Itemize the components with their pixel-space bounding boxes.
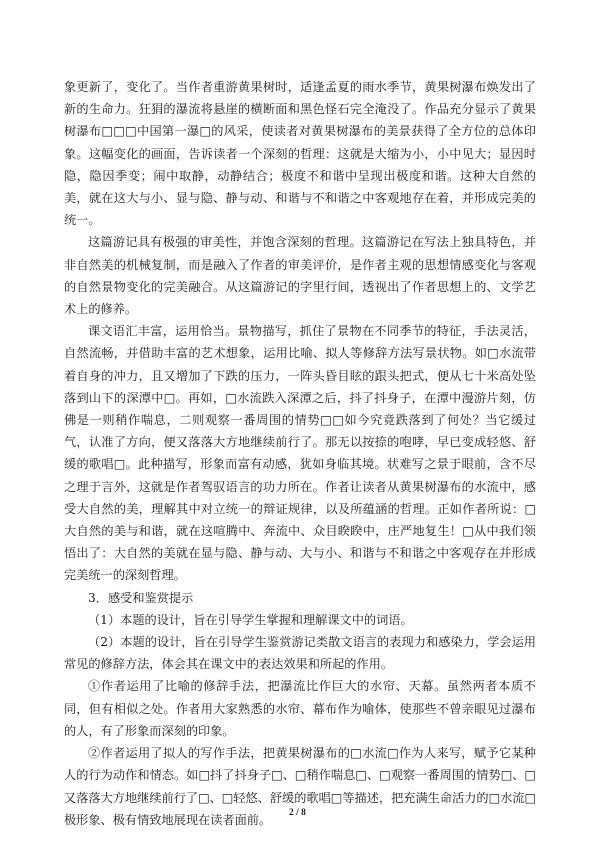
section-heading-3: 3．感受和鉴赏提示 <box>88 590 194 605</box>
paragraph-aesthetics: 这篇游记具有极强的审美性，并饱含深刻的哲理。这篇游记在写法上独具特色，并非自然美的机械复制，而是融入了作者的审美评价，是作者主观的思想情感变化与客观的自然景物变化的完美融合。从这篇游记的字里行间，透视出了作者思想上的、文学艺术上的修养。 <box>64 235 536 317</box>
list-item-personification: ②作者运用了拟人的写作手法，把黄果树瀑布的□水流□作为人来写，赋予它某种人的行为动作和情态。如□抖了抖身子□、□稍作喘息□、□观察一番周围的情势□、□又落落大方地继续前行了□、□轻悠、舒缓的歌唱□等描述，把充满生命活力的□水流□极形象、极有情致地展现在读者面前。 <box>64 746 536 827</box>
paragraph-continued: 象更新了，变化了。当作者重游黄果树时，适逢孟夏的雨水季节，黄果树瀑布焕发出了新的生命力。狂狷的瀑流将悬崖的横断面和黑色怪石完全淹没了。作品充分显示了黄果树瀑布□□□中国第一瀑□的风采，使读者对黄果树瀑布的美景获得了全方位的总体印象。这幅变化的画面，告诉读者一个深刻的哲理：这就是大缩为小，小中见大；显因时隐，隐因季变；闹中取静，动静结合；极度不和谐中呈现出极度和谐。这种大自然的美，就在这大与小、显与隐、静与动、和谐与不和谐之中客观地存在着，并形成完美的统一。 <box>64 80 536 228</box>
list-item-1: （1）本题的设计，旨在引导学生掌握和理解课文中的词语。 <box>88 612 413 627</box>
list-item-metaphor: ①作者运用了比喻的修辞手法，把瀑流比作巨大的水帘、天幕。虽然两者本质不同，但有相似之处。作者用大家熟悉的水帘、幕布作为喻体，使那些不曾亲眼见过瀑布的人，有了形象而深刻的印象。 <box>64 679 536 738</box>
list-item-2: （2）本题的设计，旨在引导学生鉴赏游记类散文语言的表现力和感染力，学会运用常见的修辞方法，体会其在课文中的表达效果和所起的作用。 <box>64 635 536 672</box>
page-number: 2 / 8 <box>289 808 306 818</box>
paragraph-language: 课文语汇丰富，运用恰当。景物描写，抓住了景物在不同季节的特征，手法灵活，自然流畅，并借助丰富的艺术想象，运用比喻、拟人等修辞方法写景状物。如□水流带着自身的冲力，且又增加了下跌的压力，一阵头昏目眩的跟头把式，便从七十米高处坠落到山下的深潭中□。再如，□水流跌入深潭之后，抖了抖身子，在潭中漫游片刻，仿佛是一则稍作喘息，二则观察一番周围的情势□□如今究竟跌落到了何处？当它缓过气，认准了方向，便又落落大方地继续前行了。那无以按捺的咆哮，早已变成轻悠、舒缓的歌唱□。此种描写，形象而富有动感，犹如身临其境。状难写之景于眼前，含不尽之理于言外，这就是作者驾驭语言的功力所在。作者让读者从黄果树瀑布的水流中，感受大自然的美，理解其中对立统一的辩证规律，以及所蕴涵的哲理。正如作者所说：□大自然的美与和谐，就在这喧腾中、奔流中、众目睽睽中，庄严地复生！□从中我们领悟出了：大自然的美就在显与隐、静与动、大与小、和谐与不和谐之中客观存在并形成完美统一的深刻哲理。 <box>64 324 536 583</box>
document-body <box>64 76 536 831</box>
